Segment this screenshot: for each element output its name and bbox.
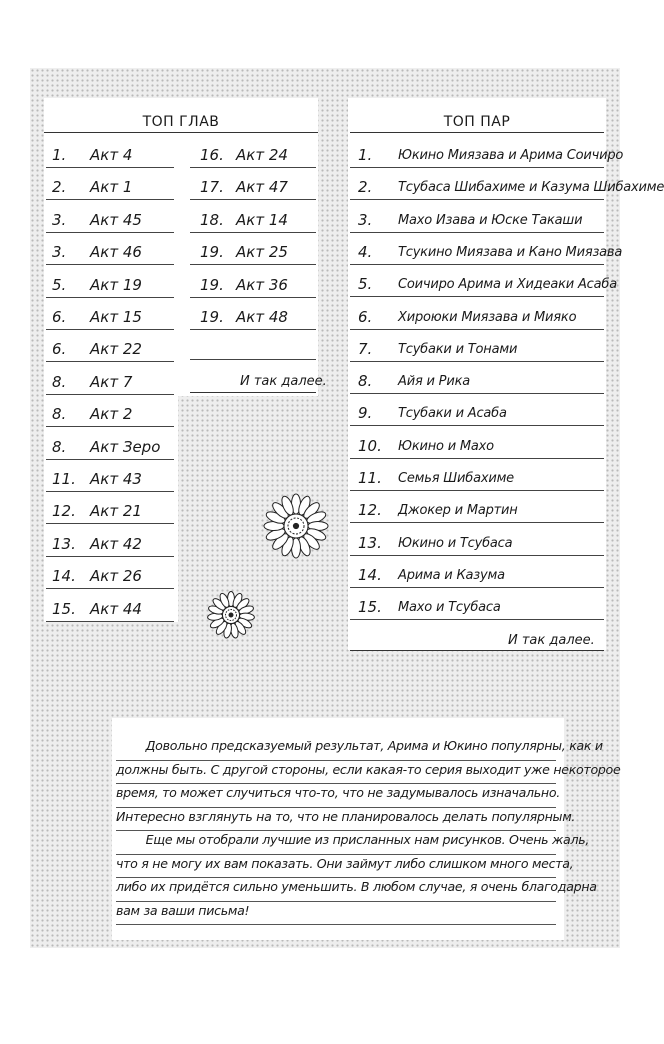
note-line: Еще мы отобрали лучшие из присланных нам рисунков. Очень жаль,: [116, 830, 556, 855]
chapter-rank-row: [46, 270, 174, 302]
chapter-rank-row: [46, 140, 174, 172]
flower-small-icon: [206, 590, 256, 640]
rank-label: Соичиро Арима и Хидеаки Асаба: [398, 277, 617, 293]
rank-label: Акт 19: [90, 275, 142, 294]
rank-number: 14.: [52, 567, 76, 586]
row-rule: [350, 619, 604, 620]
chapter-rank-row: [46, 367, 174, 399]
row-rule: [190, 232, 316, 233]
row-rule: [46, 232, 174, 233]
rank-number: 6.: [52, 308, 67, 326]
rank-number: 9.: [358, 404, 373, 423]
rank-number: 3.: [52, 210, 67, 229]
chapter-rank-row: [46, 594, 174, 626]
rank-label: Хироюки Миязава и Мияко: [398, 309, 577, 325]
note-line: что я не могу их вам показать. Они займут либо слишком много места,: [116, 854, 556, 879]
pair-rank-row: [350, 592, 604, 624]
rank-number: 13.: [358, 533, 382, 552]
rank-label: Акт 46: [90, 243, 142, 262]
pair-rank-row: [350, 302, 604, 334]
rank-label: Акт 43: [90, 470, 142, 488]
row-rule: [46, 556, 174, 557]
pair-rank-row: [350, 560, 604, 592]
rank-label: Юкино и Махо: [398, 438, 494, 454]
note-line: Довольно предсказуемый результат, Арима и Юкино популярны, как и: [116, 736, 556, 761]
rank-number: 14.: [358, 565, 382, 584]
chapters-blank-row: [190, 332, 316, 364]
chapter-rank-row: [46, 205, 174, 237]
rank-label: Арима и Казума: [398, 567, 505, 583]
chapter-rank-row: [46, 334, 174, 366]
rank-label: Джокер и Мартин: [398, 503, 518, 519]
rank-number: 11.: [52, 470, 76, 488]
row-rule: [350, 490, 604, 491]
rank-label: Тсубаки и Тонами: [398, 341, 518, 357]
rank-label: Акт 45: [90, 210, 142, 229]
chapter-rank-row: [190, 172, 316, 204]
row-rule: [190, 167, 316, 168]
rank-number: 8.: [358, 372, 373, 391]
pair-rank-row: [350, 495, 604, 527]
chapter-rank-row: [46, 496, 174, 528]
row-rule: [46, 523, 174, 524]
rank-label: Акт 4: [90, 146, 133, 164]
rank-label: Акт Зеро: [90, 437, 161, 456]
pair-rank-row: [350, 269, 617, 301]
rank-label: Махо Изава и Юске Такаши: [398, 212, 583, 228]
top-pairs-more: И так далее.: [508, 633, 595, 648]
chapter-rank-row: [190, 302, 316, 334]
row-rule: [46, 361, 174, 362]
rank-number: 10.: [358, 436, 382, 455]
rank-number: 5.: [52, 275, 67, 294]
top-pairs-title: ТОП ПАР: [443, 114, 511, 130]
row-rule: [190, 329, 316, 330]
rank-number: 7.: [358, 339, 373, 358]
chapter-rank-row: [46, 529, 174, 561]
chapter-rank-row: [46, 302, 174, 334]
chapter-rank-row: [190, 270, 316, 302]
rank-number: 12.: [358, 501, 382, 520]
chapters-more-rule: [190, 392, 316, 393]
rank-label: Акт 1: [90, 178, 133, 197]
row-rule: [46, 264, 174, 265]
row-rule: [190, 297, 316, 298]
rank-number: 13.: [52, 534, 76, 553]
rank-number: 4.: [358, 242, 373, 261]
rank-label: Акт 2: [90, 405, 133, 424]
chapter-rank-row: [190, 140, 316, 172]
row-rule: [350, 167, 604, 168]
chapter-rank-row: [46, 399, 174, 431]
rank-label: Акт 48: [236, 308, 288, 326]
chapter-rank-row: [190, 237, 316, 269]
row-rule: [46, 459, 174, 460]
rank-number: 1.: [358, 146, 373, 164]
note-line: вам за ваши письма!: [116, 901, 556, 926]
row-rule: [190, 199, 316, 200]
note-line: должны быть. С другой стороны, если какая-то серия выходит уже некоторое: [116, 760, 556, 785]
pair-rank-row: [350, 366, 604, 398]
rank-number: 15.: [358, 598, 382, 617]
rank-number: 8.: [52, 372, 67, 391]
top-pairs-title-rule: [350, 132, 604, 133]
rank-label: Семья Шибахиме: [398, 471, 514, 486]
note-line: либо их придётся сильно уменьшить. В любом случае, я очень благодарна: [116, 877, 556, 902]
rank-label: Акт 25: [236, 243, 288, 262]
row-rule: [350, 587, 604, 588]
rank-label: Акт 14: [236, 210, 288, 229]
rank-number: 3.: [52, 243, 67, 262]
rank-number: 8.: [52, 437, 67, 456]
row-rule: [350, 232, 604, 233]
rank-number: 8.: [52, 405, 67, 424]
pair-rank-row: [350, 398, 604, 430]
chapter-rank-row: [46, 561, 174, 593]
row-rule: [190, 264, 316, 265]
row-rule: [46, 426, 174, 427]
row-rule: [46, 199, 174, 200]
pair-rank-row: [350, 431, 604, 463]
rank-number: 11.: [358, 469, 382, 487]
row-rule: [350, 425, 604, 426]
rank-label: Юкино Миязава и Арима Соичиро: [398, 148, 624, 163]
chapter-rank-row: [46, 237, 174, 269]
pair-rank-row: [350, 172, 664, 204]
pair-rank-row: [350, 463, 604, 495]
rank-number: 3.: [358, 210, 373, 229]
rank-number: 19.: [200, 308, 224, 326]
flower-large-icon: [262, 492, 330, 560]
pairs-more-rule: [350, 650, 604, 651]
rank-number: 2.: [52, 178, 67, 197]
chapter-rank-row: [46, 432, 174, 464]
rank-label: Махо и Тсубаса: [398, 600, 501, 616]
rank-number: 16.: [200, 146, 224, 164]
row-rule: [46, 491, 174, 492]
rank-number: 15.: [52, 599, 76, 618]
pair-rank-row: [350, 237, 623, 269]
rank-number: 6.: [52, 340, 67, 359]
row-rule: [350, 264, 604, 265]
rank-number: 1.: [52, 146, 67, 164]
top-chapters-more: И так далее.: [240, 374, 327, 389]
pair-rank-row: [350, 334, 604, 366]
top-chapters-title: ТОП ГЛАВ: [142, 114, 220, 130]
rank-number: 17.: [200, 178, 224, 197]
row-rule: [46, 329, 174, 330]
note-line: Интересно взглянуть на то, что не планировалось делать популярным.: [116, 807, 556, 832]
rank-number: 18.: [200, 210, 224, 229]
rank-number: 5.: [358, 275, 373, 294]
row-rule: [350, 296, 604, 297]
rank-label: Айя и Рика: [398, 374, 470, 390]
row-rule: [350, 555, 604, 556]
row-rule: [46, 621, 174, 622]
rank-label: Тсукино Миязава и Кано Миязава: [398, 244, 623, 260]
pair-rank-row: [350, 528, 604, 560]
rank-label: Акт 26: [90, 567, 142, 586]
pair-rank-row: [350, 205, 604, 237]
row-rule: [46, 588, 174, 589]
rank-label: Акт 44: [90, 599, 142, 618]
chapter-rank-row: [46, 172, 174, 204]
row-rule: [350, 329, 604, 330]
row-rule: [350, 458, 604, 459]
chapter-rank-row: [190, 205, 316, 237]
rank-number: 2.: [358, 178, 373, 197]
rank-label: Тсубаки и Асаба: [398, 406, 507, 422]
rank-number: 19.: [200, 275, 224, 294]
rank-label: Акт 47: [236, 178, 288, 197]
pair-rank-row: [350, 140, 624, 172]
rank-number: 12.: [52, 502, 76, 521]
rank-label: Тсубаса Шибахиме и Казума Шибахиме: [398, 180, 664, 196]
rank-label: Акт 7: [90, 372, 133, 391]
row-rule: [350, 199, 604, 200]
top-chapters-title-rule: [44, 132, 318, 133]
rank-label: Акт 24: [236, 146, 288, 164]
rank-label: Акт 15: [90, 308, 142, 326]
row-rule: [46, 167, 174, 168]
row-rule: [350, 393, 604, 394]
rank-number: 6.: [358, 307, 373, 326]
rank-label: Акт 42: [90, 534, 142, 553]
rank-label: Юкино и Тсубаса: [398, 535, 513, 551]
note-line: время, то может случиться что-то, что не задумывалось изначально.: [116, 783, 556, 808]
row-rule: [350, 522, 604, 523]
row-rule: [350, 361, 604, 362]
rank-number: 19.: [200, 243, 224, 262]
rank-label: Акт 36: [236, 275, 288, 294]
rank-label: Акт 21: [90, 502, 142, 521]
row-rule: [46, 394, 174, 395]
chapter-rank-row: [46, 464, 174, 496]
rank-label: Акт 22: [90, 340, 142, 359]
row-rule: [46, 297, 174, 298]
